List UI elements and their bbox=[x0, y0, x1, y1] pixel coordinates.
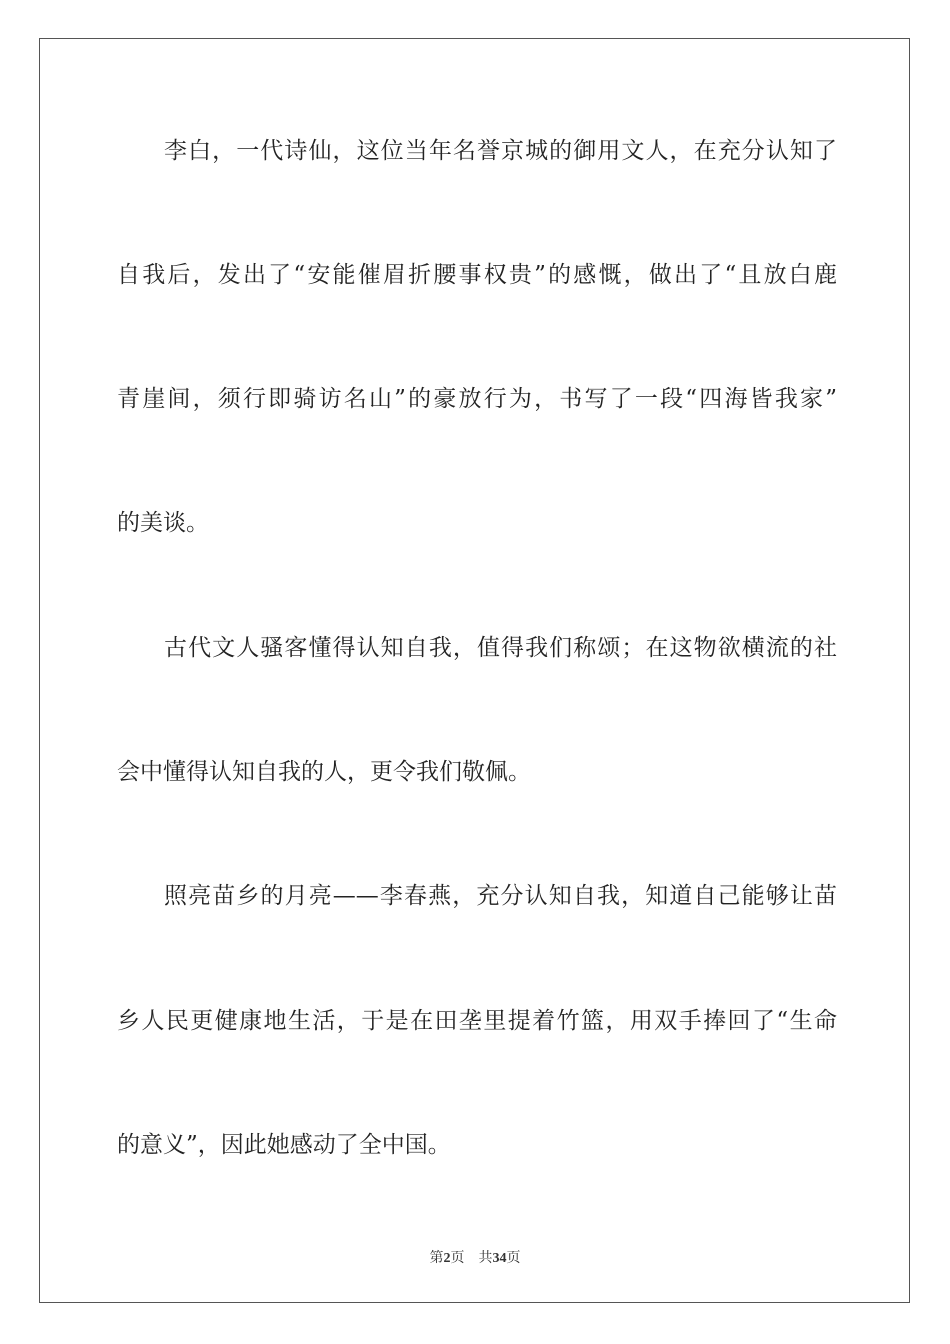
paragraph-1-line-1: 李白，一代诗仙，这位当年名誉京城的御用文人，在充分认知了 bbox=[164, 138, 837, 164]
paragraph-3-line-3: 的意义”，因此她感动了全中国。 bbox=[117, 1132, 451, 1158]
paragraph-3-line-1: 照亮苗乡的月亮——李春燕，充分认知自我，知道自己能够让苗 bbox=[164, 883, 837, 909]
paragraph-2-line-1: 古代文人骚客懂得认知自我，值得我们称颂；在这物欲横流的社 bbox=[164, 635, 837, 661]
page-suffix: 页 bbox=[450, 1251, 465, 1266]
total-suffix: 页 bbox=[506, 1251, 521, 1266]
paragraph-2-line-2: 会中懂得认知自我的人，更令我们敬佩。 bbox=[117, 759, 531, 785]
page-footer bbox=[0, 1247, 950, 1267]
total-prefix: 共 bbox=[478, 1251, 493, 1266]
page-prefix: 第 bbox=[429, 1251, 444, 1266]
paragraph-1-line-4: 的美谈。 bbox=[117, 510, 209, 536]
paragraph-1-line-2: 自我后，发出了“安能催眉折腰事权贵”的感慨，做出了“且放白鹿 bbox=[117, 262, 837, 288]
page-number: 2 bbox=[443, 1251, 451, 1266]
total-pages: 34 bbox=[492, 1251, 507, 1266]
paragraph-3-line-2: 乡人民更健康地生活，于是在田垄里提着竹篮，用双手捧回了“生命 bbox=[117, 1008, 837, 1034]
page-frame bbox=[39, 38, 910, 1303]
paragraph-1-line-3: 青崖间，须行即骑访名山”的豪放行为，书写了一段“四海皆我家” bbox=[117, 386, 837, 412]
